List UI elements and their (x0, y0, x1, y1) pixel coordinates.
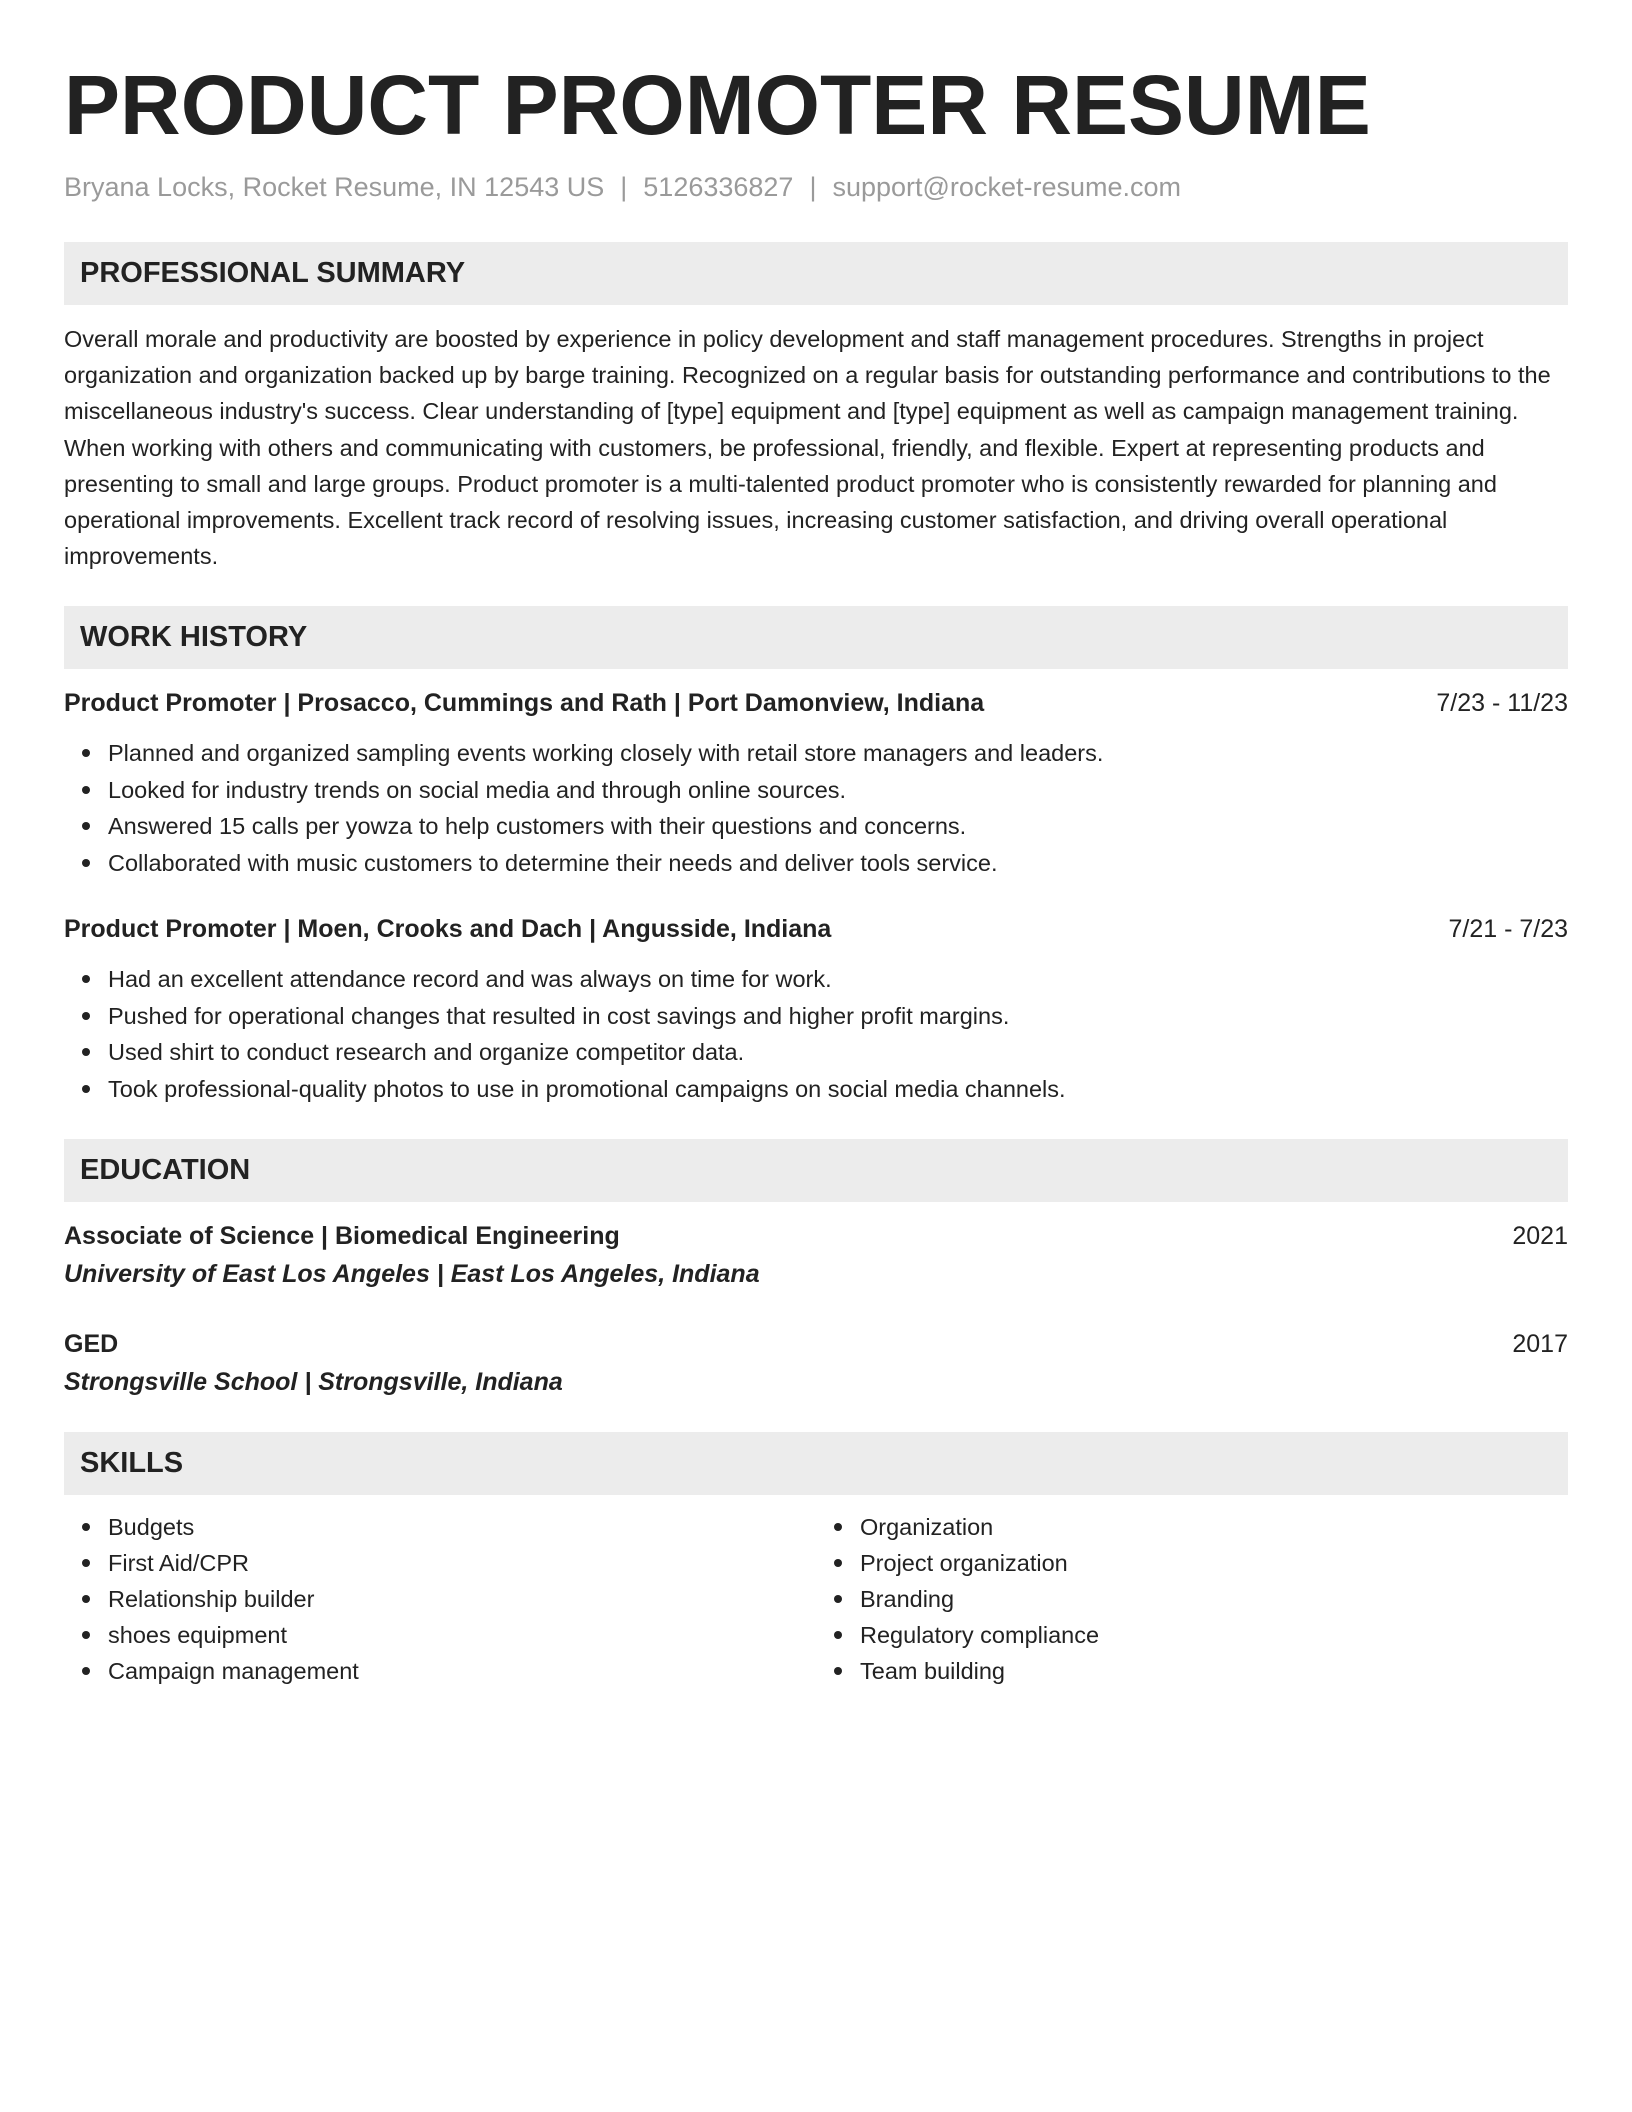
job-title: Product Promoter | Moen, Crooks and Dach | Angusside, Indiana (64, 915, 832, 944)
education-school: University of East Los Angeles | East Los Angeles, Indiana (64, 1260, 760, 1289)
job-entry (64, 911, 1568, 1107)
contact-separator: | (809, 172, 817, 202)
skill-item: shoes equipment (108, 1617, 816, 1653)
job-bullet: Used shirt to conduct research and organize competitor data. (108, 1034, 1568, 1071)
summary-section-header: PROFESSIONAL SUMMARY (64, 242, 1568, 305)
contact-line (64, 169, 1568, 205)
education-header (64, 1326, 1568, 1362)
job-bullet-list (64, 961, 1568, 1107)
skill-item: Team building (860, 1653, 1568, 1689)
job-bullet-list (64, 735, 1568, 881)
job-bullet: Collaborated with music customers to determine their needs and deliver tools service. (108, 845, 1568, 882)
education-section-header: EDUCATION (64, 1139, 1568, 1202)
job-title: Product Promoter | Prosacco, Cummings and Rath | Port Damonview, Indiana (64, 689, 985, 718)
education-year: 2021 (1512, 1222, 1568, 1251)
skills-section-header: SKILLS (64, 1432, 1568, 1495)
education-header (64, 1218, 1568, 1254)
education-year: 2017 (1512, 1330, 1568, 1359)
skills-columns (64, 1509, 1568, 1689)
contact-separator: | (620, 172, 628, 202)
summary-text: Overall morale and productivity are boosted by experience in policy development and staff management procedures. Strengths in project organization and organization backed up by barge training. Recognized on a regular basis for outstanding performance and contributions to the miscellaneous industry's success. Clear understanding of [type] equipment and [type] equipment as well as campaign management training. When working with others and communicating with customers, be professional, friendly, and flexible. Expert at representing products and presenting to small and large groups. Product promoter is a multi-talented product promoter who is consistently rewarded for planning and operational improvements. Excellent track record of resolving issues, increasing customer satisfaction, and driving overall operational improvements. (64, 326, 1551, 570)
job-dates: 7/23 - 11/23 (1436, 689, 1568, 718)
job-bullet: Planned and organized sampling events working closely with retail store managers and leaders. (108, 735, 1568, 772)
education-degree: Associate of Science | Biomedical Engineering (64, 1222, 620, 1251)
skill-item: Project organization (860, 1545, 1568, 1581)
contact-phone: 5126336827 (643, 172, 794, 202)
education-school: Strongsville School | Strongsville, Indiana (64, 1368, 563, 1397)
job-entry (64, 685, 1568, 881)
skill-item: Regulatory compliance (860, 1617, 1568, 1653)
education-entry (64, 1218, 1568, 1294)
resume-title: PRODUCT PROMOTER RESUME (64, 58, 1371, 152)
skill-item: Campaign management (108, 1653, 816, 1689)
job-bullet: Took professional-quality photos to use in promotional campaigns on social media channels. (108, 1071, 1568, 1108)
contact-email: support@rocket-resume.com (832, 172, 1181, 202)
job-bullet: Looked for industry trends on social media and through online sources. (108, 772, 1568, 809)
skill-item: Organization (860, 1509, 1568, 1545)
job-bullet: Had an excellent attendance record and was always on time for work. (108, 961, 1568, 998)
job-header (64, 911, 1568, 947)
job-header (64, 685, 1568, 721)
education-entry (64, 1326, 1568, 1402)
skills-list-right (816, 1509, 1568, 1689)
job-bullet: Answered 15 calls per yowza to help customers with their questions and concerns. (108, 808, 1568, 845)
job-bullet: Pushed for operational changes that resulted in cost savings and higher profit margins. (108, 998, 1568, 1035)
skill-item: Relationship builder (108, 1581, 816, 1617)
skill-item: Branding (860, 1581, 1568, 1617)
work-history-section-header: WORK HISTORY (64, 606, 1568, 669)
contact-address: Bryana Locks, Rocket Resume, IN 12543 US (64, 172, 605, 202)
skill-item: First Aid/CPR (108, 1545, 816, 1581)
skills-list-left (64, 1509, 816, 1689)
job-dates: 7/21 - 7/23 (1448, 915, 1568, 944)
skill-item: Budgets (108, 1509, 816, 1545)
education-degree: GED (64, 1330, 119, 1359)
